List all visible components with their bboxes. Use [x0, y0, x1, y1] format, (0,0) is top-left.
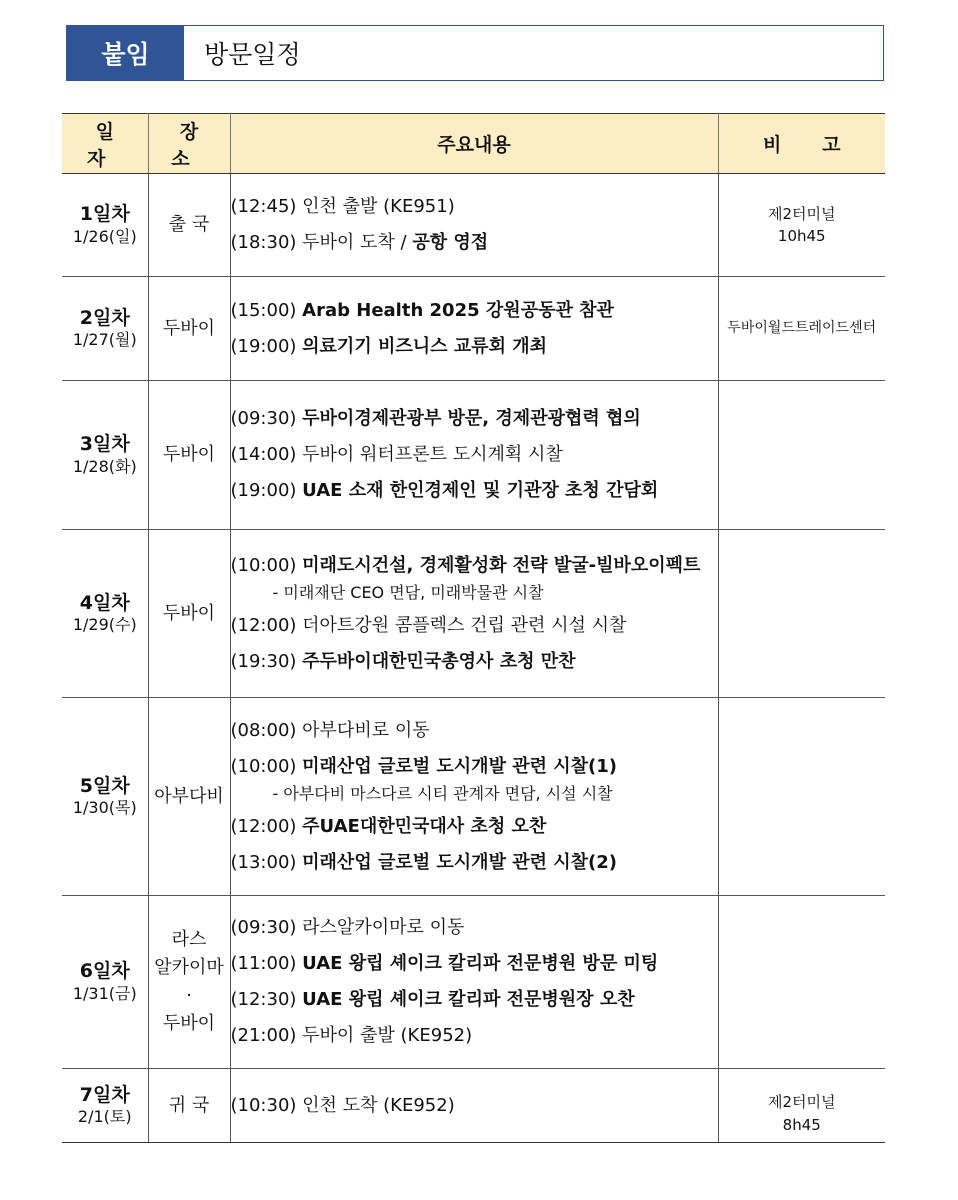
place-text: 두바이: [162, 602, 216, 624]
place-text: 귀 국: [168, 1094, 210, 1116]
place-cell: [148, 698, 230, 896]
schedule-time: (19:30): [230, 650, 297, 672]
day-number: 4일차: [79, 591, 130, 614]
day-date: 2/1(토): [77, 1107, 132, 1127]
column-header-date: 일 자: [62, 114, 148, 174]
schedule-text: UAE 왕립 셰이크 칼리파 전문병원 방문 미팅: [302, 953, 659, 974]
place-cell: [148, 896, 230, 1069]
column-header-place: 장 소: [148, 114, 230, 174]
attachment-header: [66, 25, 884, 81]
schedule-text-emphasis: 공항 영접: [412, 232, 489, 253]
schedule-text: 인천 출발 (KE951): [302, 196, 455, 217]
schedule-text: 주UAE대한민국대사 초청 오찬: [302, 815, 547, 837]
schedule-text: 더아트강원 콤플렉스 건립 관련 시설 시찰: [302, 614, 627, 636]
schedule-text: Arab Health 2025 강원공동관 참관: [302, 299, 614, 321]
table-row: [62, 174, 885, 277]
note-text: 10h45: [777, 227, 826, 245]
day-cell: [62, 277, 148, 381]
place-text: 두바이: [162, 317, 216, 339]
schedule-time: (14:00): [230, 444, 297, 465]
note-cell: [718, 530, 885, 698]
schedule-item: [231, 749, 718, 785]
place-cell: [148, 1069, 230, 1143]
attachment-badge: 붙임: [67, 26, 184, 80]
schedule-table: [62, 113, 885, 1143]
schedule-time: (12:30): [230, 989, 297, 1010]
schedule-item: [231, 713, 718, 749]
table-row: [62, 698, 885, 896]
day-cell: [62, 381, 148, 530]
schedule-item: [231, 293, 718, 329]
day-cell: [62, 530, 148, 698]
schedule-item: [231, 910, 718, 946]
place-text: 아부다비: [154, 785, 224, 807]
column-header-note: 비 고: [718, 114, 885, 174]
schedule-text: 주두바이대한민국총영사 초청 만찬: [302, 650, 576, 672]
day-cell: [62, 174, 148, 277]
content-cell: [230, 698, 718, 896]
note-text: 8h45: [782, 1115, 821, 1134]
schedule-item: [231, 809, 718, 845]
schedule-item: [231, 189, 718, 225]
note-cell: [718, 174, 885, 277]
table-header-row: [62, 114, 885, 174]
day-date: 1/28(화): [72, 456, 137, 476]
schedule-item: [231, 1018, 718, 1054]
schedule-item: [231, 548, 718, 584]
day-cell: [62, 698, 148, 896]
content-cell: [230, 174, 718, 277]
place-cell: [148, 174, 230, 277]
note-text: 제2터미널: [767, 204, 836, 223]
schedule-time: (09:30): [230, 917, 297, 938]
day-number: 5일차: [79, 774, 130, 797]
content-cell: [230, 1069, 718, 1143]
schedule-time: (15:00): [230, 299, 297, 321]
schedule-time: (10:00): [230, 554, 297, 576]
schedule-time: (19:00): [230, 335, 297, 357]
place-text: 라스: [171, 929, 207, 951]
schedule-text: 미래도시건설, 경제활성화 전략 발굴-빌바오이펙트: [302, 554, 701, 576]
content-cell: [230, 381, 718, 530]
schedule-time: (09:30): [230, 408, 297, 429]
schedule-text: 라스알카이마로 이동: [302, 917, 465, 938]
schedule-item: [231, 982, 718, 1018]
schedule-text: 아부다비로 이동: [302, 719, 430, 741]
day-date: 1/26(일): [72, 226, 137, 246]
table-row: [62, 381, 885, 530]
schedule-text: UAE 소재 한인경제인 및 기관장 초청 간담회: [302, 480, 659, 501]
place-text: 두바이: [162, 444, 216, 466]
day-date: 1/30(목): [72, 798, 137, 818]
content-cell: [230, 896, 718, 1069]
place-cell: [148, 530, 230, 698]
note-cell: [718, 1069, 885, 1143]
schedule-time: (21:00): [230, 1025, 297, 1046]
schedule-item: [231, 473, 718, 509]
schedule-item: [231, 644, 718, 680]
day-cell: [62, 1069, 148, 1143]
schedule-item: [231, 225, 718, 261]
content-cell: [230, 530, 718, 698]
day-number: 3일차: [79, 433, 130, 456]
place-text: 출 국: [168, 214, 210, 236]
schedule-text: 두바이 출발 (KE952): [302, 1025, 473, 1046]
schedule-text: 인천 도착 (KE952): [302, 1094, 455, 1116]
table-row: [62, 530, 885, 698]
place-text: 알카이마: [154, 957, 224, 979]
schedule-time: (12:45): [230, 196, 297, 217]
schedule-time: (10:00): [230, 755, 297, 777]
note-cell: [718, 896, 885, 1069]
day-number: 2일차: [79, 306, 130, 329]
schedule-text: 미래산업 글로벌 도시개발 관련 시찰(1): [302, 755, 618, 777]
schedule-time: (08:00): [230, 719, 297, 741]
place-text: ·: [186, 985, 192, 1006]
table-row: [62, 277, 885, 381]
note-text: 제2터미널: [767, 1093, 836, 1111]
table-row: [62, 896, 885, 1069]
schedule-subitem: - 아부다비 마스다르 시티 관계자 면담, 시설 시찰: [272, 783, 613, 803]
note-cell: [718, 277, 885, 381]
day-date: 1/27(월): [72, 330, 137, 350]
schedule-time: (12:00): [230, 815, 297, 837]
day-date: 1/29(수): [72, 615, 137, 635]
day-number: 7일차: [79, 1083, 130, 1106]
schedule-item: [231, 845, 718, 881]
day-cell: [62, 896, 148, 1069]
day-number: 6일차: [79, 960, 130, 983]
schedule-text: 의료기기 비즈니스 교류회 개최: [302, 335, 547, 357]
schedule-time: (12:00): [230, 614, 297, 636]
place-cell: [148, 277, 230, 381]
content-cell: [230, 277, 718, 381]
schedule-text: UAE 왕립 셰이크 칼리파 전문병원장 오찬: [302, 989, 635, 1010]
schedule-item: [231, 437, 718, 473]
schedule-text: 두바이 도착 /: [302, 232, 413, 253]
schedule-text: 미래산업 글로벌 도시개발 관련 시찰(2): [302, 851, 618, 873]
note-cell: [718, 698, 885, 896]
day-number: 1일차: [79, 203, 130, 226]
schedule-item: [231, 608, 718, 644]
schedule-item: [231, 329, 718, 365]
schedule-time: (10:30): [230, 1094, 297, 1116]
place-cell: [148, 381, 230, 530]
schedule-time: (11:00): [230, 953, 297, 974]
day-date: 1/31(금): [72, 983, 137, 1003]
schedule-item: [231, 401, 718, 437]
schedule-subitem: - 미래재단 CEO 면담, 미래박물관 시찰: [272, 582, 544, 602]
table-row: [62, 1069, 885, 1143]
schedule-time: (19:00): [230, 480, 297, 501]
schedule-text: 두바이 워터프론트 도시계획 시찰: [302, 444, 563, 465]
schedule-time: (13:00): [230, 851, 297, 873]
note-text: 두바이월드트레이드센터: [727, 320, 877, 336]
column-header-content: 주요내용: [230, 114, 718, 174]
schedule-time: (18:30): [230, 232, 297, 253]
schedule-item: [231, 946, 718, 982]
schedule-item: [231, 1088, 718, 1124]
note-cell: [718, 381, 885, 530]
schedule-text: 두바이경제관광부 방문, 경제관광협력 협의: [302, 408, 641, 429]
place-text: 두바이: [162, 1012, 216, 1034]
page-title: 방문일정: [204, 40, 301, 69]
